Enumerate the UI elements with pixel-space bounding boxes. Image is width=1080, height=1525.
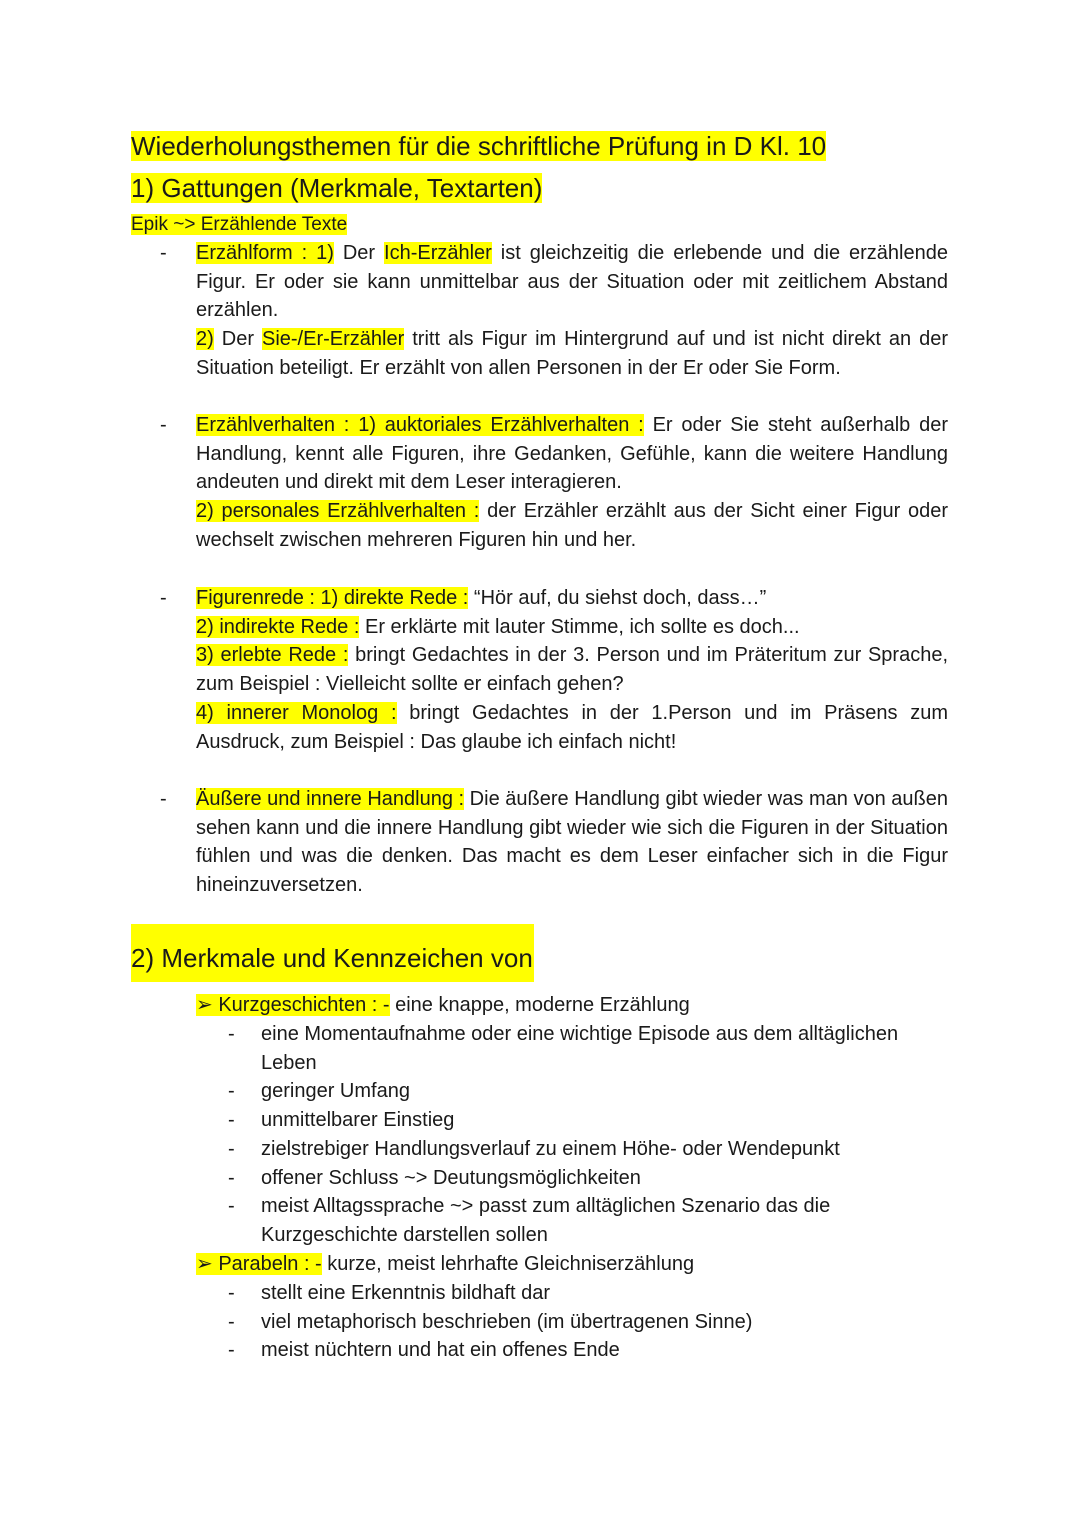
arrow-bullet-icon: ➢ <box>196 994 213 1016</box>
item-text <box>196 411 948 555</box>
paragraph: Äußere und innere Handlung : Die äußere Handlung gibt wieder was man von außen sehen kann und die innere Handlung gibt wieder wie sich die Figuren in der Situation fühlen und was die denken. Das macht es dem Leser einfacher sich in die Figur hineinzuversetzen. <box>196 788 948 897</box>
bullet-dash: - <box>228 1195 235 1218</box>
bullet-dash: - <box>160 414 167 436</box>
bullet-dash: - <box>228 1023 235 1045</box>
paragraph: 2) Der Sie-/Er-Erzähler tritt als Figur im Hintergrund auf und ist nicht direkt an der Situation beteiligt. Er erzählt von allen Personen in der Er oder Sie Form. <box>196 328 948 379</box>
category-kurzgeschichten: ➢ Kurzgeschichten : - eine knappe, moderne Erzählung <box>196 994 690 1016</box>
bullet-dash: - <box>228 1339 235 1362</box>
paragraph: Erzählverhalten : 1) auktoriales Erzählverhalten : Er oder Sie steht außerhalb der Handlung, kennt alle Figuren, ihre Gedanken, Gefühle, kann die weitere Handlung andeuten und direkt mit dem Leser interagieren. <box>196 414 949 494</box>
bullet-dash: - <box>228 1109 235 1132</box>
list-item: - unmittelbarer Einstieg <box>228 1106 928 1135</box>
bullet-dash: - <box>160 788 167 810</box>
category-parabeln: ➢ Parabeln : - kurze, meist lehrhafte Gleichniserzählung <box>196 1253 695 1275</box>
paragraph: 2) personales Erzählverhalten : der Erzähler erzählt aus der Sicht einer Figur oder wechselt zwischen mehreren Figuren hin und her. <box>196 500 948 551</box>
bullet-dash: - <box>228 1310 235 1333</box>
arrow-bullet-icon: ➢ <box>196 1253 213 1275</box>
document-title: Wiederholungsthemen für die schriftliche Prüfung in D Kl. 10 <box>131 131 827 161</box>
parabeln-points <box>228 1279 928 1365</box>
bullet-dash: - <box>228 1282 235 1304</box>
bullet-dash: - <box>160 587 167 609</box>
paragraph: 4) innerer Monolog : bringt Gedachtes in der 1.Person und im Präsens zum Ausdruck, zum Beispiel : Das glaube ich einfach nicht! <box>196 701 948 753</box>
list-item: - stellt eine Erkenntnis bildhaft dar <box>228 1279 928 1308</box>
list-item: - geringer Umfang <box>228 1077 928 1106</box>
list-item: - eine Momentaufnahme oder eine wichtige Episode aus dem alltäglichen Leben <box>228 1020 928 1077</box>
paragraph: 2) indirekte Rede : Er erklärte mit lauter Stimme, ich sollte es doch... <box>196 615 800 638</box>
item-text <box>196 785 948 900</box>
section-2-heading: 2) Merkmale und Kennzeichen von <box>131 924 534 982</box>
paragraph: Figurenrede : 1) direkte Rede : “Hör auf, du siehst doch, dass…” <box>196 587 767 609</box>
list-item: - viel metaphorisch beschrieben (im übertragenen Sinne) <box>228 1308 928 1337</box>
paragraph: Erzählform : 1) Der Ich-Erzähler ist gleichzeitig die erlebende und die erzählende Figur. Er oder sie kann unmittelbar aus der Situation oder mit zeitlichem Abstand erzählen. <box>196 242 948 322</box>
list-item: - offener Schluss ~> Deutungsmöglichkeiten <box>228 1164 928 1193</box>
bullet-dash: - <box>228 1137 235 1160</box>
list-item: - meist Alltagssprache ~> passt zum alltäglichen Szenario das die Kurzgeschichte darstellen sollen <box>228 1192 928 1249</box>
paragraph: 3) erlebte Rede : bringt Gedachtes in der 3. Person und im Präteritum zur Sprache, zum Beispiel : Vielleicht sollte er einfach gehen? <box>196 644 948 696</box>
section-1-heading: 1) Gattungen (Merkmale, Textarten) <box>131 173 543 203</box>
bullet-dash: - <box>228 1080 235 1103</box>
list-item: - zielstrebiger Handlungsverlauf zu einem Höhe- oder Wendepunkt <box>228 1135 928 1164</box>
bullet-dash: - <box>160 242 167 264</box>
section-1-subheading: Epik ~> Erzählende Texte <box>131 214 348 235</box>
bullet-dash: - <box>228 1166 235 1189</box>
list-item: - meist nüchtern und hat ein offenes Ende <box>228 1336 928 1365</box>
item-text <box>196 239 948 383</box>
kurzgeschichten-points <box>228 1020 928 1250</box>
item-text <box>196 584 948 756</box>
